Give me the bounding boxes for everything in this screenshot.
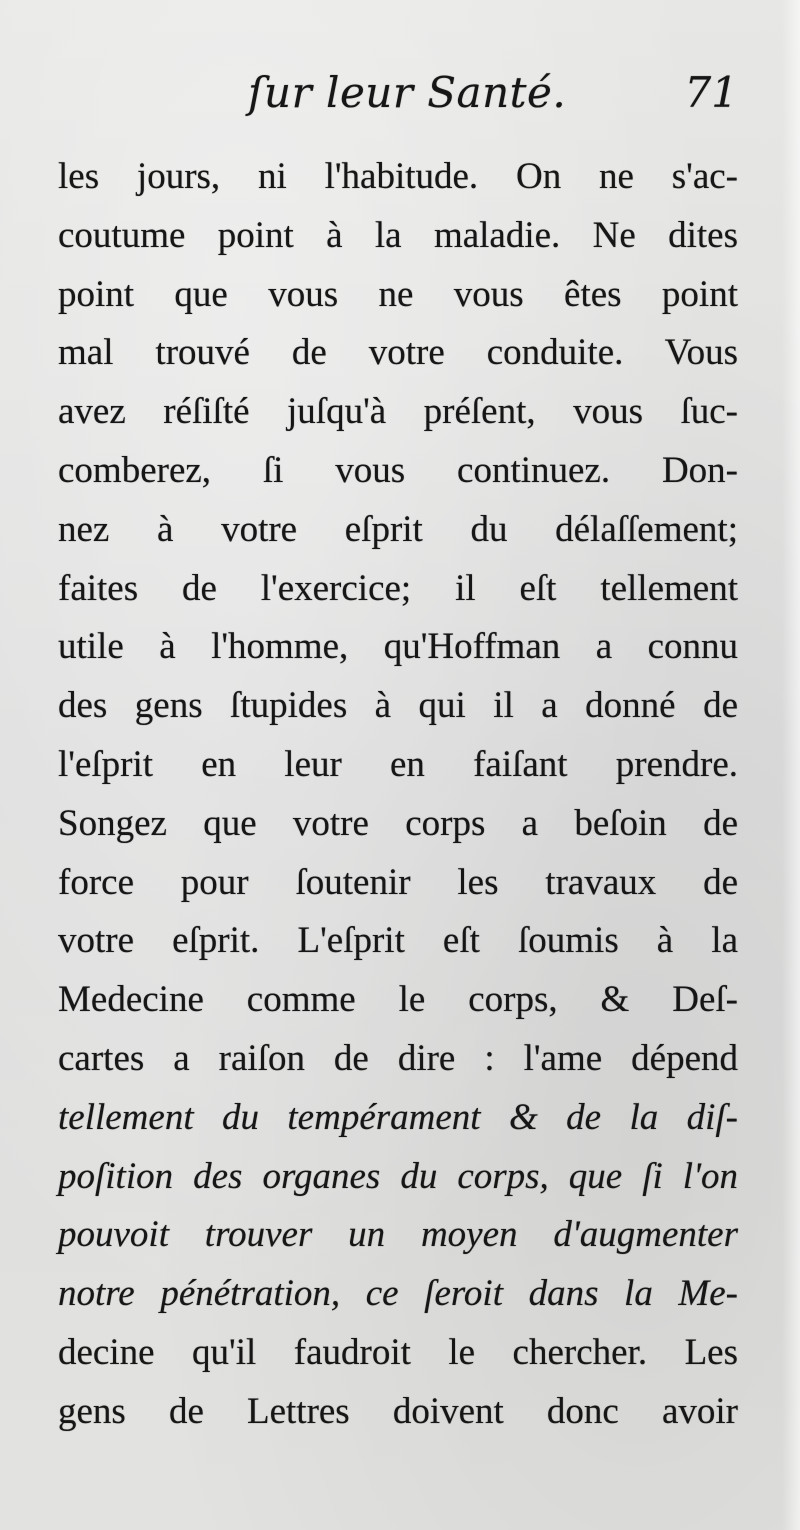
text-line: force pour ſoutenir les travaux de	[58, 861, 738, 903]
running-title: ſur leur Santé.	[248, 68, 567, 117]
text-line: mal trouvé de votre conduite. Vous	[58, 332, 738, 374]
text-line: gens de Lettres doivent donc avoir	[58, 1390, 738, 1432]
page-header	[58, 62, 738, 132]
text-line: votre eſprit. L'eſprit eſt ſoumis à la	[58, 920, 738, 962]
page-edge	[782, 0, 800, 1530]
text-line: faites de l'exercice; il eſt tellement	[58, 567, 738, 609]
text-line: poſition des organes du corps, que ſi l'on	[58, 1155, 738, 1197]
text-line: Songez que votre corps a beſoin de	[58, 802, 738, 844]
text-line: utile à l'homme, qu'Hoffman a connu	[58, 626, 738, 668]
text-line: coutume point à la maladie. Ne dites	[58, 214, 738, 256]
text-line: tellement du tempérament & de la diſ-	[58, 1096, 738, 1138]
text-line: pouvoit trouver un moyen d'augmenter	[58, 1214, 738, 1256]
text-line: les jours, ni l'habitude. On ne s'ac-	[58, 156, 738, 197]
text-line: Medecine comme le corps, & Deſ-	[58, 979, 738, 1021]
page-number: 71	[684, 68, 738, 117]
text-line: avez réſiſté juſqu'à préſent, vous ſuc-	[58, 391, 738, 433]
body-text	[58, 148, 738, 1442]
text-line: point que vous ne vous êtes point	[58, 273, 738, 315]
text-line: comberez, ſi vous continuez. Don-	[58, 449, 738, 491]
text-line: nez à votre eſprit du délaſſement;	[58, 508, 738, 550]
text-line: l'eſprit en leur en faiſant prendre.	[58, 743, 738, 785]
text-line: cartes a raiſon de dire : l'ame dépend	[58, 1037, 738, 1079]
text-line: des gens ſtupides à qui il a donné de	[58, 685, 738, 727]
text-line: notre pénétration, ce ſeroit dans la Me-	[58, 1273, 738, 1315]
text-line: decine qu'il faudroit le chercher. Les	[58, 1331, 738, 1373]
